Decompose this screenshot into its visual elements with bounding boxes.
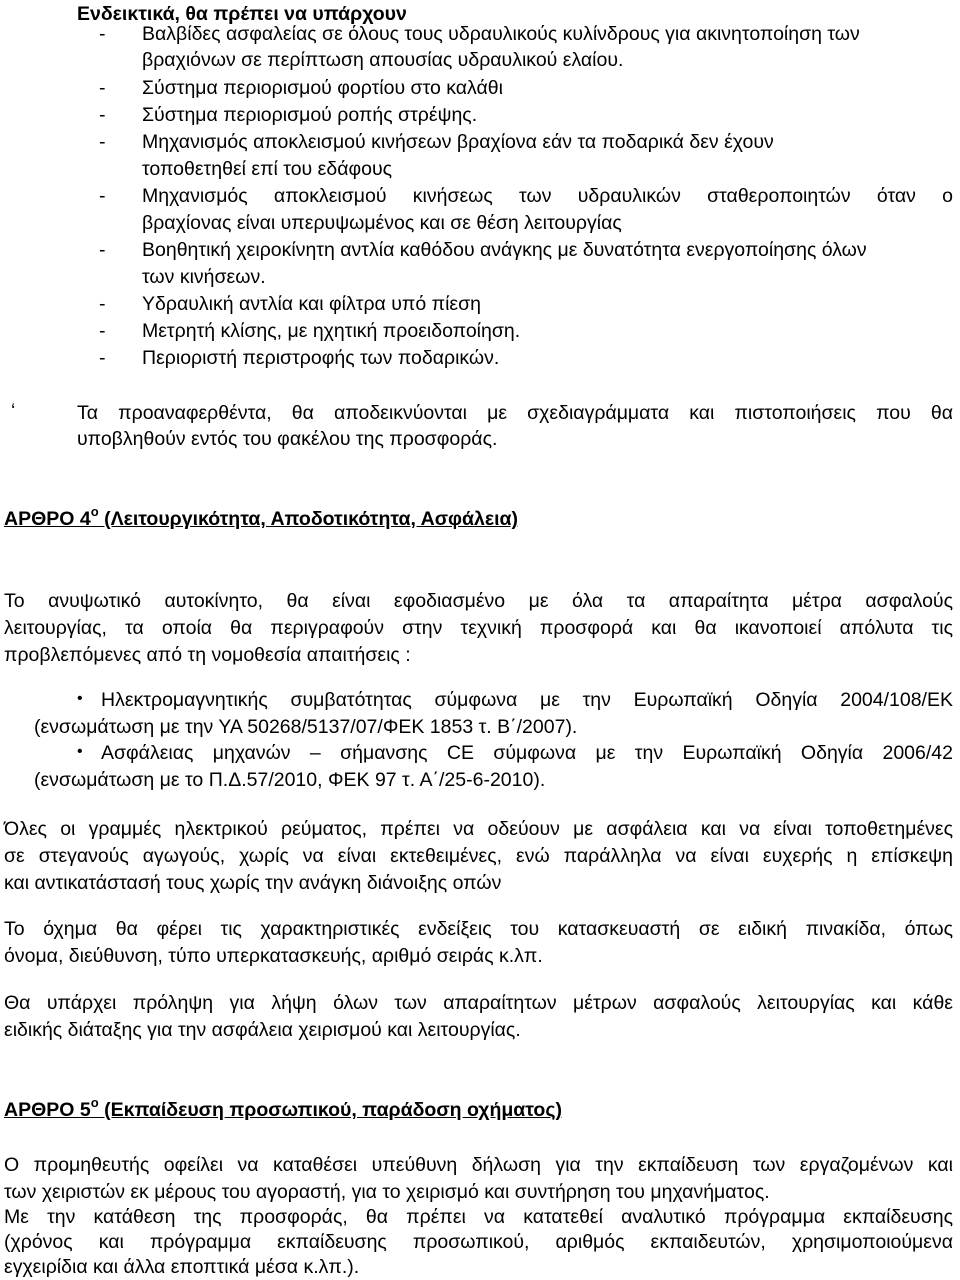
list-dash: - bbox=[99, 320, 106, 342]
list-item: Υδραυλική αντλία και φίλτρα υπό πίεση bbox=[142, 293, 481, 315]
paragraph-line: (χρόνος και πρόγραμμα εκπαίδευσης προσωπικού, αριθμός εκπαιδευτών, χρησιμοποιούμενα bbox=[4, 1231, 953, 1253]
article-5-sup: ο bbox=[90, 1095, 99, 1110]
note-line: Τα προαναφερθέντα, θα αποδεικνύονται με σχεδιαγράμματα και πιστοποιήσεις που θα bbox=[77, 402, 953, 424]
bullet-item-cont: (ενσωμάτωση με το Π.Δ.57/2010, ΦΕΚ 97 τ. Α΄/25-6-2010). bbox=[34, 769, 546, 791]
list-item-cont: βραχίονας είναι υπερυψωμένος και σε θέση λειτουργίας bbox=[142, 212, 622, 234]
list-item: Βαλβίδες ασφαλείας σε όλους τους υδραυλικούς κυλίνδρους για ακινητοποίηση των bbox=[142, 23, 860, 45]
paragraph-line: όνομα, διεύθυνση, τύπο υπερκατασκευής, αριθμό σειράς κ.λπ. bbox=[4, 945, 543, 967]
paragraph-line: ειδικής διάταξης για την ασφάλεια χειρισμού και λειτουργίας. bbox=[4, 1019, 521, 1041]
paragraph-line: Το όχημα θα φέρει τις χαρακτηριστικές ενδείξεις του κατασκευαστή σε ειδική πινακίδα, όπως bbox=[4, 918, 953, 940]
article-5-heading bbox=[4, 1095, 562, 1122]
bullet-item: Ασφάλειας μηχανών – σήμανσης CE σύμφωνα με την Ευρωπαϊκή Οδηγία 2006/42 bbox=[101, 742, 953, 764]
paragraph-line: των χειριστών εκ μέρους του αγοραστή, για το χειρισμό και συντήρηση του μηχανήματος. bbox=[4, 1181, 770, 1203]
list-item: Μηχανισμός αποκλεισμού κινήσεως των υδραυλικών σταθεροποιητών όταν ο bbox=[142, 185, 953, 207]
paragraph-line: Με την κατάθεση της προσφοράς, θα πρέπει να κατατεθεί αναλυτικό πρόγραμμα εκπαίδευσης bbox=[4, 1206, 953, 1228]
article-4-title: (Λειτουργικότητα, Αποδοτικότητα, Ασφάλεια) bbox=[98, 508, 518, 530]
list-item-cont: βραχιόνων σε περίπτωση απουσίας υδραυλικού ελαίου. bbox=[142, 49, 624, 71]
list-dash: - bbox=[99, 293, 106, 315]
bullet-item-cont: (ενσωμάτωση με την ΥΑ 50268/5137/07/ΦΕΚ 1853 τ. Β΄/2007). bbox=[34, 716, 578, 738]
list-dash: - bbox=[99, 185, 106, 207]
paragraph-line: λειτουργίας, τα οποία θα περιγραφούν στην τεχνική προσφορά και θα ικανοποιεί απόλυτα τις bbox=[4, 617, 953, 639]
paragraph-line: Το ανυψωτικό αυτοκίνητο, θα είναι εφοδιασμένο με όλα τα απαραίτητα μέτρα ασφαλούς bbox=[4, 590, 953, 612]
article-4-sup: ο bbox=[90, 504, 99, 519]
list-dash: - bbox=[99, 77, 106, 99]
intro-heading: Ενδεικτικά, θα πρέπει να υπάρχουν bbox=[77, 3, 407, 25]
list-item: Περιοριστή περιστροφής των ποδαρικών. bbox=[142, 347, 500, 369]
paragraph-line: Ο προμηθευτής οφείλει να καταθέσει υπεύθυνη δήλωση για την εκπαίδευση των εργαζομένων και bbox=[4, 1154, 953, 1176]
list-item-cont: τοποθετηθεί επί του εδάφους bbox=[142, 158, 393, 180]
list-item: Σύστημα περιορισμού ροπής στρέψης. bbox=[142, 104, 478, 126]
paragraph-line: Θα υπάρχει πρόληψη για λήψη όλων των απαραίτητων μέτρων ασφαλούς λειτουργίας και κάθε bbox=[4, 992, 953, 1014]
article-5-title: (Εκπαίδευση προσωπικού, παράδοση οχήματος) bbox=[98, 1099, 562, 1121]
paragraph-line: σε στεγανούς αγωγούς, χωρίς να είναι εκτεθειμένες, ενώ παράλληλα να είναι ευχερής η επίσκεψη bbox=[4, 845, 953, 867]
list-item: Βοηθητική χειροκίνητη αντλία καθόδου ανάγκης με δυνατότητα ενεργοποίησης όλων bbox=[142, 239, 867, 261]
list-dash: - bbox=[99, 23, 106, 45]
list-dash: - bbox=[99, 131, 106, 153]
list-item-cont: των κινήσεων. bbox=[142, 266, 266, 288]
paragraph-line: εγχειρίδια και άλλα εποπτικά μέσα κ.λπ.). bbox=[4, 1256, 360, 1278]
paragraph-line: Όλες οι γραμμές ηλεκτρικού ρεύματος, πρέπει να οδεύουν με ασφάλεια και να είναι τοποθετημένες bbox=[4, 818, 953, 840]
bullet-icon: • bbox=[77, 743, 83, 760]
list-dash: - bbox=[99, 347, 106, 369]
article-4-heading bbox=[4, 504, 518, 531]
list-dash: - bbox=[99, 239, 106, 261]
bullet-icon: • bbox=[77, 690, 83, 707]
paragraph-line: προβλεπόμενες από τη νομοθεσία απαιτήσεις : bbox=[4, 644, 411, 666]
article-5-prefix: ΑΡΘΡΟ 5 bbox=[4, 1099, 91, 1121]
paragraph-line: και αντικατάστασή τους χωρίς την ανάγκη διάνοιξης οπών bbox=[4, 872, 502, 894]
list-item: Σύστημα περιορισμού φορτίου στο καλάθι bbox=[142, 77, 503, 99]
bullet-item: Ηλεκτρομαγνητικής συμβατότητας σύμφωνα με την Ευρωπαϊκή Οδηγία 2004/108/ΕΚ bbox=[101, 689, 953, 711]
list-item: Μετρητή κλίσης, με ηχητική προειδοποίηση. bbox=[142, 320, 521, 342]
list-item: Μηχανισμός αποκλεισμού κινήσεων βραχίονα εάν τα ποδαρικά δεν έχουν bbox=[142, 131, 774, 153]
article-4-prefix: ΑΡΘΡΟ 4 bbox=[4, 508, 91, 530]
note-line: υποβληθούν εντός του φακέλου της προσφοράς. bbox=[77, 428, 498, 450]
list-dash: - bbox=[99, 104, 106, 126]
note-mark: ‘ bbox=[11, 400, 16, 422]
